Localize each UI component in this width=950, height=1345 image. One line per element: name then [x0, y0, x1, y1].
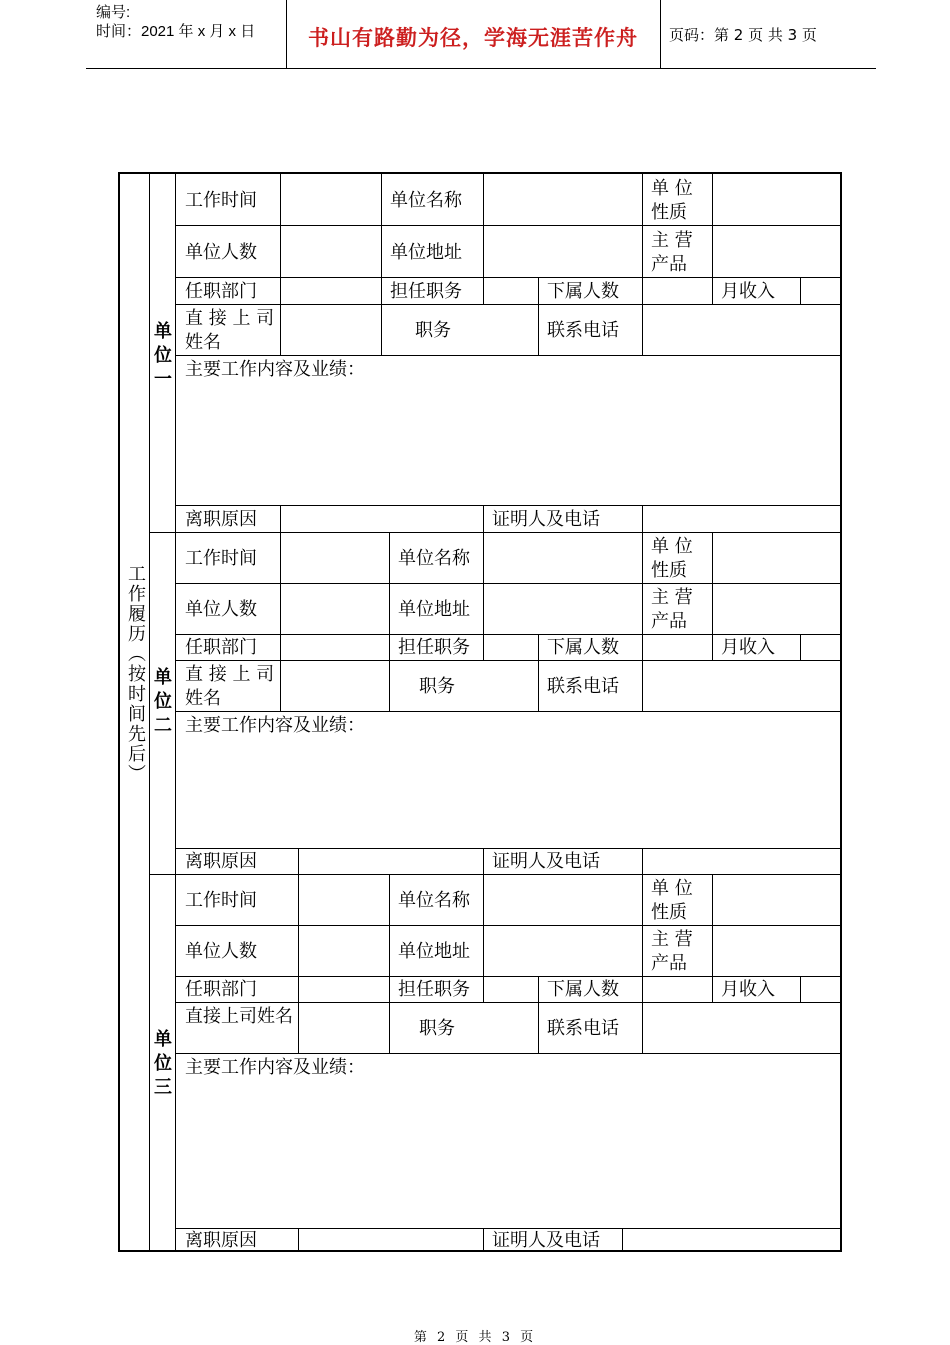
label-headcount: 单位人数 [185, 941, 257, 962]
label-company-type: 单 位 性质 [651, 178, 693, 223]
label-company-name: 单位名称 [390, 190, 462, 211]
section-company-1 [150, 174, 842, 532]
label-company-type: 单 位 性质 [651, 878, 693, 923]
label-subordinates: 下属人数 [547, 979, 619, 1000]
label-work-time: 工作时间 [185, 548, 257, 569]
label-phone: 联系电话 [547, 1018, 619, 1039]
header-divider [660, 0, 661, 68]
sidebar-label: 工作履历（按时间先后） [125, 564, 146, 784]
number-label: 编号: [96, 4, 131, 21]
label-reference: 证明人及电话 [492, 1230, 600, 1251]
label-subordinates: 下属人数 [547, 281, 619, 302]
label-address: 单位地址 [390, 242, 462, 263]
label-department: 任职部门 [185, 281, 257, 302]
label-subordinates: 下属人数 [547, 637, 619, 658]
label-work-time: 工作时间 [185, 890, 257, 911]
label-address: 单位地址 [398, 941, 470, 962]
label-supervisor-name: 直 接 上 司 姓名 [185, 308, 275, 353]
label-monthly-income: 月收入 [721, 979, 775, 1000]
section-company-2 [150, 532, 842, 874]
label-position: 担任职务 [398, 979, 470, 1000]
label-position: 担任职务 [398, 637, 470, 658]
label-title: 职务 [415, 320, 451, 341]
label-company-type: 单 位 性质 [651, 536, 693, 581]
label-department: 任职部门 [185, 637, 257, 658]
label-reference: 证明人及电话 [492, 509, 600, 530]
section-label: 单位三 [154, 1029, 172, 1098]
label-title: 职务 [419, 676, 455, 697]
label-supervisor-name: 直 接 上 司 姓名 [185, 664, 275, 709]
header-page-label: 页码：第 2 页 共 3 页 [669, 26, 817, 44]
page-header [86, 0, 876, 69]
work-history-form [118, 172, 842, 1252]
label-duties: 主要工作内容及业绩： [185, 715, 365, 736]
page-footer: 第 2 页 共 3 页 [413, 1330, 537, 1345]
label-duties: 主要工作内容及业绩： [185, 359, 365, 380]
section-label: 单位二 [154, 667, 172, 736]
section-label: 单位一 [154, 321, 172, 390]
label-company-name: 单位名称 [398, 890, 470, 911]
label-main-product: 主 营 产品 [651, 587, 693, 632]
label-phone: 联系电话 [547, 320, 619, 341]
label-headcount: 单位人数 [185, 242, 257, 263]
label-main-product: 主 营 产品 [651, 230, 693, 275]
header-motto: 书山有路勤为径，学海无涯苦作舟 [308, 26, 638, 50]
label-reference: 证明人及电话 [492, 851, 600, 872]
header-meta [96, 3, 255, 41]
label-main-product: 主 营 产品 [651, 929, 693, 974]
label-monthly-income: 月收入 [721, 281, 775, 302]
label-address: 单位地址 [398, 599, 470, 620]
label-work-time: 工作时间 [185, 190, 257, 211]
label-duties: 主要工作内容及业绩： [185, 1057, 365, 1078]
label-reason: 离职原因 [185, 851, 257, 872]
label-monthly-income: 月收入 [721, 637, 775, 658]
label-title: 职务 [419, 1018, 455, 1039]
label-company-name: 单位名称 [398, 548, 470, 569]
label-headcount: 单位人数 [185, 599, 257, 620]
label-position: 担任职务 [390, 281, 462, 302]
section-company-3 [150, 874, 842, 1252]
label-reason: 离职原因 [185, 1230, 257, 1251]
label-phone: 联系电话 [547, 676, 619, 697]
label-department: 任职部门 [185, 979, 257, 1000]
label-reason: 离职原因 [185, 509, 257, 530]
label-supervisor-name: 直接上司姓名 [185, 1006, 293, 1027]
form-sidebar [120, 174, 150, 1250]
time-label: 时间：2021 年 x 月 x 日 [96, 23, 256, 40]
